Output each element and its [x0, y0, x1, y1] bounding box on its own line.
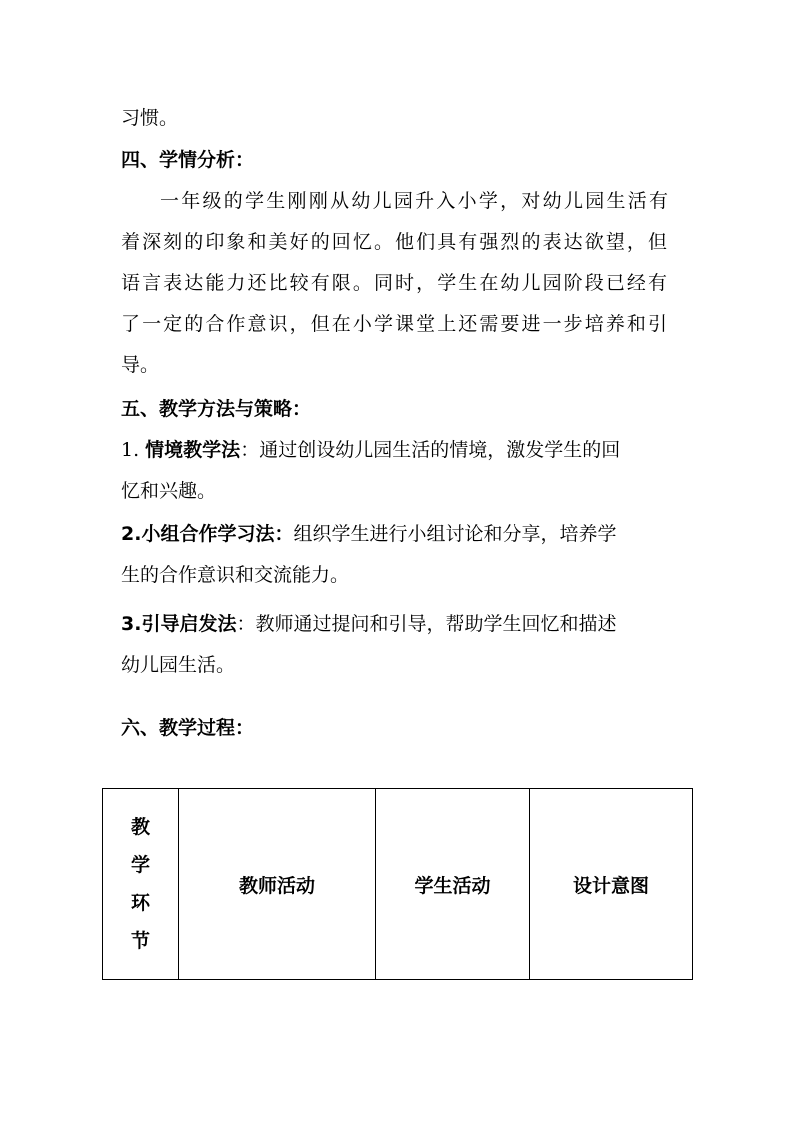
section4-paragraph-line-5: 导。 — [121, 354, 160, 376]
header-student-activity: 学生活动 — [376, 789, 530, 980]
method-item-1-title: 情境教学法 — [145, 439, 241, 461]
method-item-2-title: 小组合作学习法： — [141, 523, 294, 545]
method-item-1-text: ：通过创设幼儿园生活的情境，激发学生的回 — [240, 439, 621, 461]
section5-heading: 五、教学方法与策略： — [121, 398, 312, 420]
section4-heading: 四、学情分析： — [121, 149, 255, 171]
method-item-1-line-2: 忆和兴趣。 — [121, 480, 217, 502]
carry-over-text: 习惯。 — [121, 107, 179, 129]
header-teaching-stage-char-1: 教 — [130, 816, 150, 838]
section4-paragraph-line-2: 着深刻的印象和美好的回忆。他们具有强烈的表达欲望，但 — [121, 231, 667, 253]
method-item-1-number: 1. — [121, 439, 146, 461]
method-item-3-title: 引导启发法 — [141, 613, 237, 635]
header-teaching-stage-char-3: 环 — [130, 892, 150, 914]
table-header-row — [103, 789, 693, 980]
method-item-3-line-2: 幼儿园生活。 — [121, 654, 236, 676]
method-item-1 — [121, 438, 620, 462]
section6-heading: 六、教学过程： — [121, 717, 255, 739]
header-design-intent: 设计意图 — [530, 789, 693, 980]
teaching-process-table — [102, 788, 693, 980]
method-item-3-number: 3. — [121, 613, 142, 635]
header-teaching-stage — [103, 789, 179, 980]
section4-paragraph-line-4: 了一定的合作意识，但在小学课堂上还需要进一步培养和引 — [121, 313, 667, 335]
header-teacher-activity: 教师活动 — [179, 789, 376, 980]
section4-paragraph-line-3: 语言表达能力还比较有限。同时，学生在幼儿园阶段已经有 — [121, 272, 667, 294]
header-teaching-stage-char-4: 节 — [130, 930, 150, 952]
method-item-2 — [121, 522, 616, 546]
method-item-3-text: ：教师通过提问和引导，帮助学生回忆和描述 — [236, 613, 617, 635]
method-item-3 — [121, 612, 616, 636]
method-item-2-number: 2. — [121, 523, 142, 545]
method-item-2-text: 组织学生进行小组讨论和分享，培养学 — [293, 523, 617, 545]
section4-paragraph-line-1: 一年级的学生刚刚从幼儿园升入小学，对幼儿园生活有 — [160, 190, 668, 212]
method-item-2-line-2: 生的合作意识和交流能力。 — [121, 564, 350, 586]
header-teaching-stage-char-2: 学 — [130, 854, 150, 876]
